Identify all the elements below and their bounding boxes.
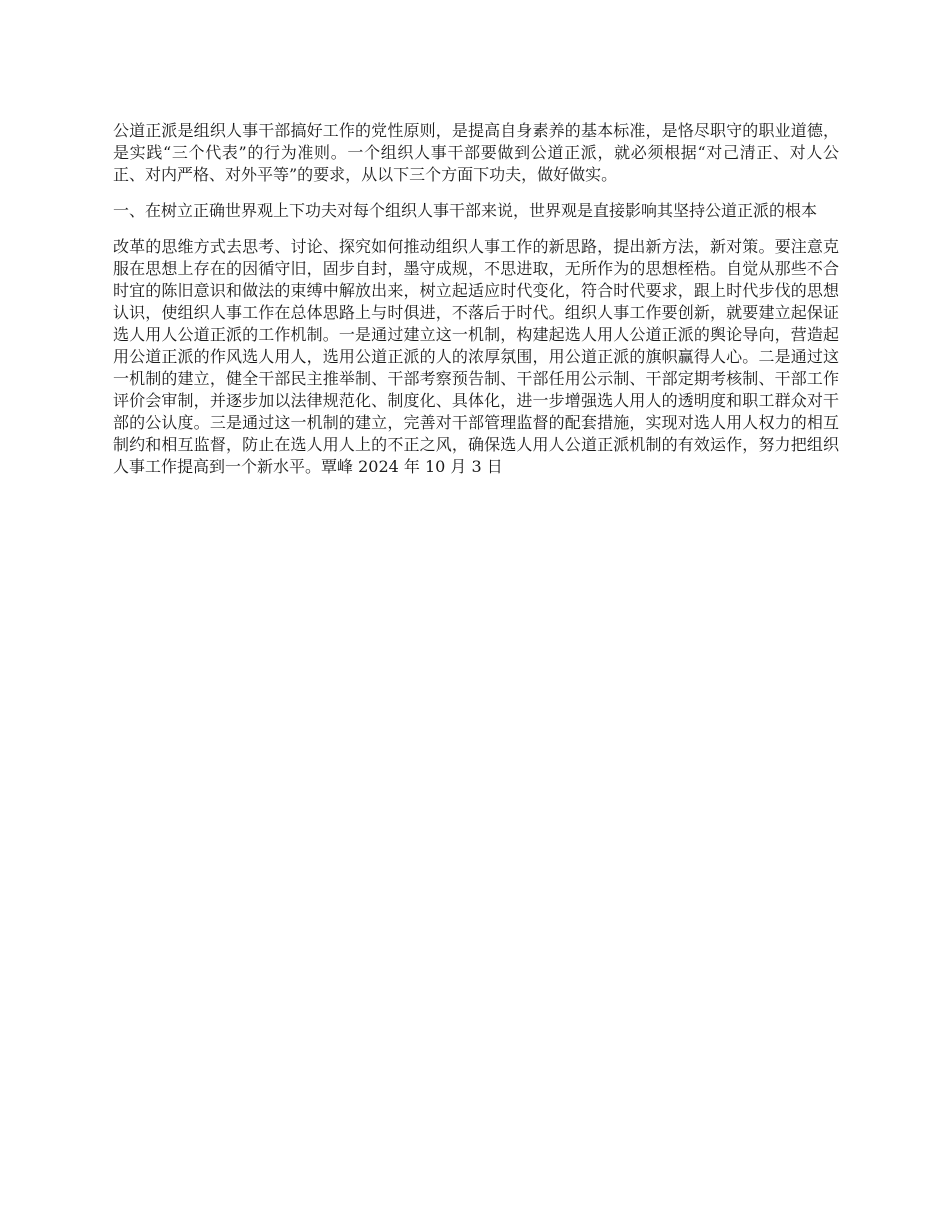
section-heading-paragraph: 一、在树立正确世界观上下功夫对每个组织人事干部来说，世界观是直接影响其坚持公道正派的根本 bbox=[113, 201, 818, 220]
document-body bbox=[113, 120, 839, 492]
intro-paragraph: 公道正派是组织人事干部搞好工作的党性原则，是提高自身素养的基本标准，是恪尽职守的职业道德，是实践“三个代表”的行为准则。一个组织人事干部要做到公道正派，就必须根据“对己清正、对人公正、对内严格、对外平等”的要求，从以下三个方面下功夫，做好做实。 bbox=[113, 121, 839, 184]
body-paragraph: 改革的思维方式去思考、讨论、探究如何推动组织人事工作的新思路，提出新方法，新对策。要注意克服在思想上存在的因循守旧，固步自封，墨守成规，不思进取，无所作为的思想桎梏。自觉从那些不合时宜的陈旧意识和做法的束缚中解放出来，树立起适应时代变化，符合时代要求，跟上时代步伐的思想认识，使组织人事工作在总体思路上与时俱进，不落后于时代。组织人事工作要创新，就要建立起保证选人用人公道正派的工作机制。一是通过建立这一机制，构建起选人用人公道正派的舆论导向，营造起用公道正派的作风选人用人，选用公道正派的人的浓厚氛围，用公道正派的旗帜赢得人心。二是通过这一机制的建立，健全干部民主推举制、干部考察预告制、干部任用公示制、干部定期考核制、干部工作评价会审制，并逐步加以法律规范化、制度化、具体化，进一步增强选人用人的透明度和职工群众对干部的公认度。三是通过这一机制的建立，完善对干部管理监督的配套措施，实现对选人用人权力的相互制约和相互监督，防止在选人用人上的不正之风，确保选人用人公道正派机制的有效运作，努力把组织人事工作提高到一个新水平。覃峰 2024 年 10 月 3 日 bbox=[113, 237, 839, 476]
